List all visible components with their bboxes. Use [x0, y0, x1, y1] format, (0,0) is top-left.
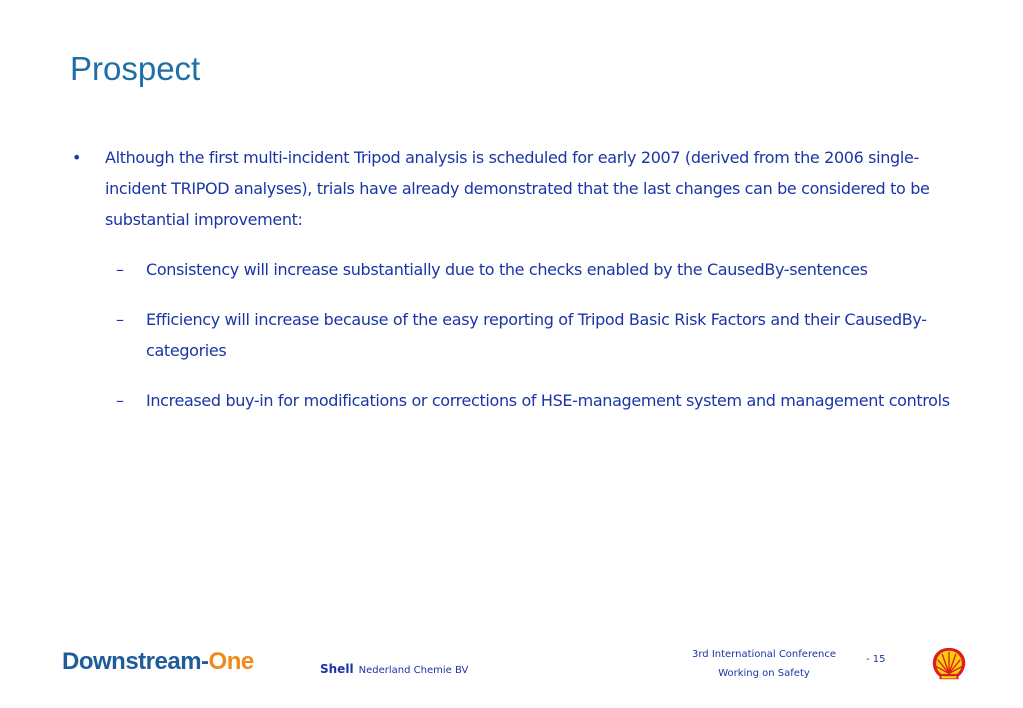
- company-name-rest: Nederland Chemie BV: [358, 665, 469, 676]
- conference-info: [680, 645, 848, 683]
- logo-text-accent: One: [208, 648, 254, 675]
- sub-bullet-marker: –: [116, 310, 124, 329]
- conference-line-2: Working on Safety: [718, 668, 810, 679]
- company-name: [320, 658, 468, 677]
- slide-title: Prospect: [70, 50, 201, 87]
- conference-line-1: 3rd International Conference: [692, 649, 836, 660]
- page-number: - 15: [866, 654, 886, 665]
- sub-bullet-text: Efficiency will increase because of the easy reporting of Tripod Basic Risk Factors and their CausedBy-categories: [146, 310, 927, 360]
- logo-text-main: Downstream-: [62, 648, 209, 675]
- downstream-one-logo: [62, 648, 254, 676]
- main-bullet: [68, 142, 968, 235]
- shell-pecten-icon: [930, 645, 968, 683]
- sub-bullet: [68, 385, 968, 416]
- bullet-marker: •: [72, 148, 82, 167]
- sub-bullet: [68, 254, 968, 285]
- sub-bullet-text: Increased buy-in for modifications or corrections of HSE-management system and management controls: [146, 391, 950, 410]
- main-bullet-text: Although the first multi-incident Tripod analysis is scheduled for early 2007 (derived from the 2006 single-incident TRIPOD analyses), trials have already demonstrated that the last changes can be considered to be substantial improvement:: [105, 148, 930, 229]
- sub-bullet-list: [68, 254, 968, 416]
- sub-bullet-marker: –: [116, 391, 124, 410]
- slide-content: [68, 142, 968, 435]
- sub-bullet-marker: –: [116, 260, 124, 279]
- sub-bullet-text: Consistency will increase substantially due to the checks enabled by the CausedBy-sentences: [146, 260, 868, 279]
- sub-bullet: [68, 304, 968, 366]
- company-name-bold: Shell: [320, 662, 354, 676]
